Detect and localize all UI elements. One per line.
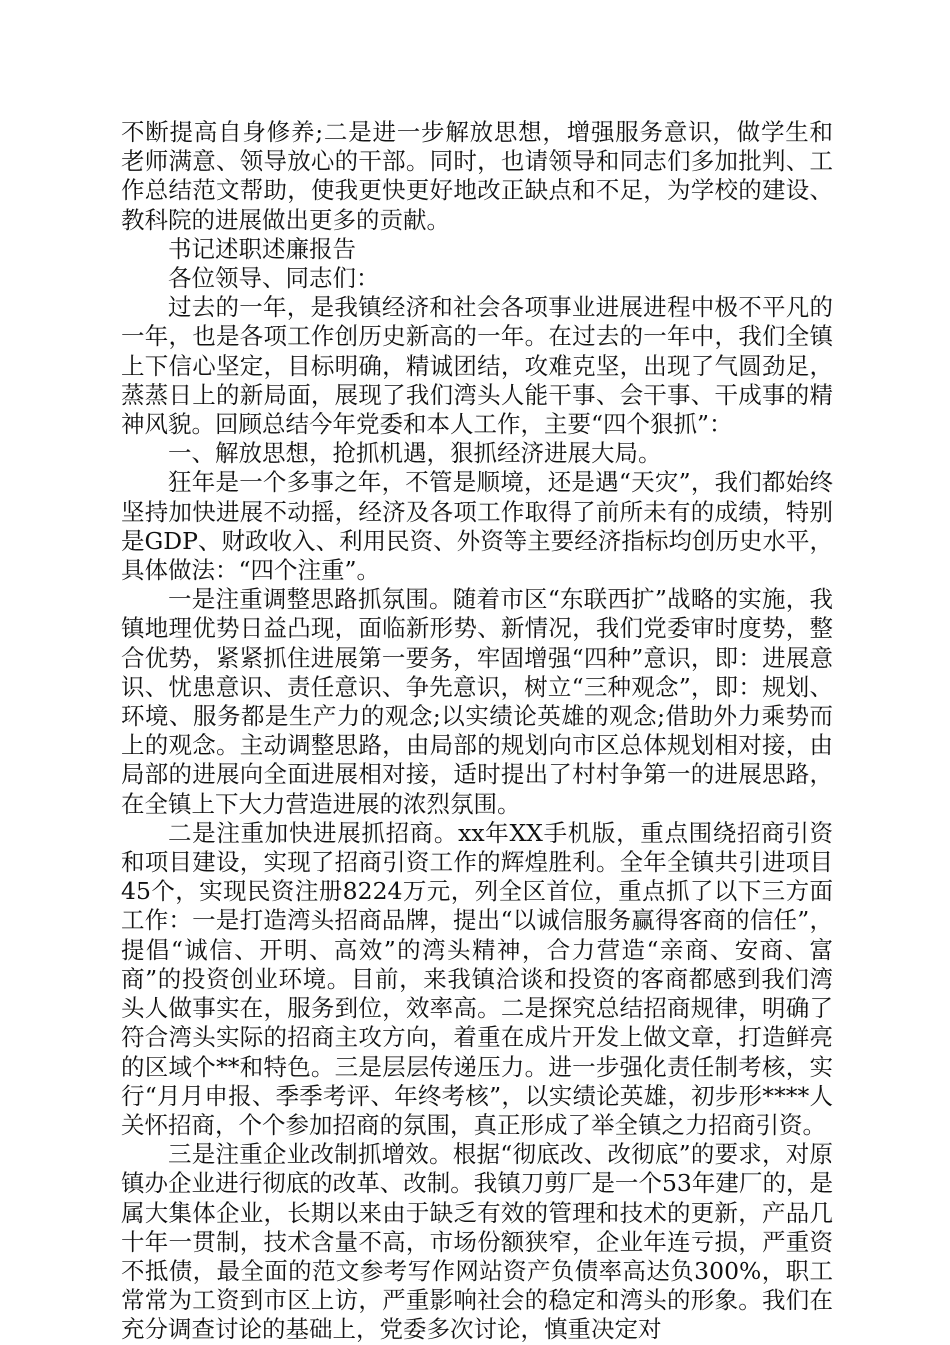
section-heading-1: 一、解放思想，抢抓机遇，狠抓经济进展大局。 (168, 439, 662, 468)
document-body (121, 118, 833, 1345)
paragraph-point-3: 三是注重企业改制抓增效。根据“彻底改、改彻底”的要求，对原镇办企业进行彻底的改革、改制。我镇刀剪厂是一个53年建厂的，是属大集体企业，长期以来由于缺乏有效的管理和技术的更新，产品几十年一贯制，技术含量不高，市场份额狭窄，企业年连亏损，严重资不抵债，最全面的范文参考写作网站资产负债率高达负300%，职工常常为工资到市区上访，严重影响社会的稳定和湾头的形象。我们在充分调查讨论的基础上，党委多次讨论，慎重决定对 (121, 1140, 833, 1344)
paragraph-section-1: 狂年是一个多事之年，不管是顺境，还是遇“天灾”，我们都始终坚持加快进展不动摇，经济及各项工作取得了前所未有的成绩，特别是GDP、财政收入、利用民资、外资等主要经济指标均创历史水平，具体做法：“四个注重”。 (121, 468, 833, 585)
salutation: 各位领导、同志们： (168, 264, 380, 293)
paragraph-point-1: 一是注重调整思路抓氛围。随着市区“东联西扩”战略的实施，我镇地理优势日益凸现，面临新形势、新情况，我们党委审时度势，整合优势，紧紧抓住进展第一要务，牢固增强“四种”意识，即：进展意识、忧患意识、责任意识、争先意识，树立“三种观念”，即：规划、环境、服务都是生产力的观念;以实绩论英雄的观念;借助外力乘势而上的观念。主动调整思路，由局部的规划向市区总体规划相对接，由局部的进展向全面进展相对接，适时提出了村村争第一的进展思路，在全镇上下大力营造进展的浓烈氛围。 (121, 585, 833, 818)
paragraph-closing-remarks: 不断提高自身修养;二是进一步解放思想，增强服务意识，做学生和老师满意、领导放心的干部。同时，也请领导和同志们多加批判、工作总结范文帮助，使我更快更好地改正缺点和不足，为学校的建设、教科院的进展做出更多的贡献。 (121, 118, 833, 234)
paragraph-intro: 过去的一年，是我镇经济和社会各项事业进展进程中极不平凡的一年，也是各项工作创历史新高的一年。在过去的一年中，我们全镇上下信心坚定，目标明确，精诚团结，攻难克坚，出现了气圆劲足，蒸蒸日上的新局面，展现了我们湾头人能干事、会干事、干成事的精神风貌。回顾总结今年党委和本人工作，主要“四个狠抓”： (121, 293, 833, 439)
report-title: 书记述职述廉报告 (168, 234, 356, 263)
paragraph-point-2: 二是注重加快进展抓招商。xx年XX手机版，重点围绕招商引资和项目建设，实现了招商引资工作的辉煌胜利。全年全镇共引进项目45个，实现民资注册8224万元，列全区首位，重点抓了以下三方面工作：一是打造湾头招商品牌，提出“以诚信服务赢得客商的信任”，提倡“诚信、开明、高效”的湾头精神，合力营造“亲商、安商、富商”的投资创业环境。目前，来我镇洽谈和投资的客商都感到我们湾头人做事实在，服务到位，效率高。二是探究总结招商规律，明确了符合湾头实际的招商主攻方向，着重在成片开发上做文章，打造鲜亮的区域个**和特色。三是层层传递压力。进一步强化责任制考核，实行“月月申报、季季考评、年终考核”，以实绩论英雄，初步形****人关怀招商，个个参加招商的氛围，真正形成了举全镇之力招商引资。 (121, 818, 833, 1139)
